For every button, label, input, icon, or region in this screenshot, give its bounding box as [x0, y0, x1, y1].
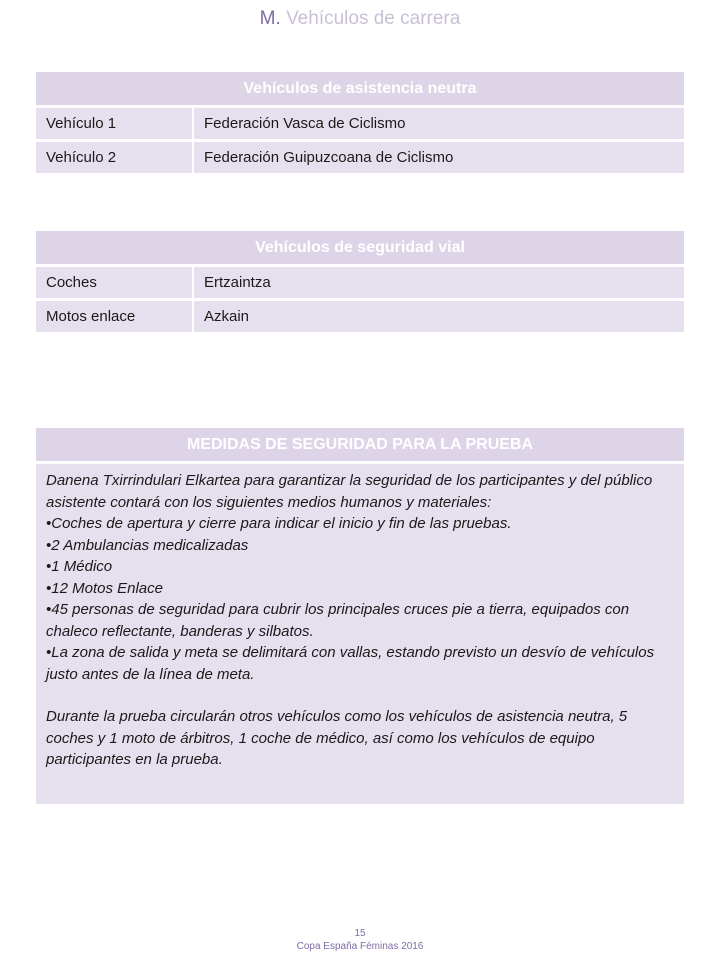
list-item: •La zona de salida y meta se delimitará con vallas, estando previsto un desvío de vehículos justo antes de la línea de meta. — [46, 644, 655, 683]
table-row — [36, 142, 684, 173]
measures-body — [36, 464, 684, 804]
table-row — [36, 267, 684, 301]
list-item: •Coches de apertura y cierre para indicar el inicio y fin de las pruebas. — [46, 515, 512, 532]
row-label: Motos enlace — [36, 301, 194, 332]
list-item: •12 Motos Enlace — [46, 579, 163, 597]
list-item: •45 personas de seguridad para cubrir los principales cruces pie a tierra, equipados con chaleco reflectante, banderas y silbatos. — [46, 601, 630, 640]
row-value: Azkain — [194, 301, 684, 332]
row-value: Ertzaintza — [194, 267, 684, 301]
page-number: 15 — [354, 928, 366, 939]
table-header: Vehículos de asistencia neutra — [36, 72, 684, 108]
road-safety-table — [36, 231, 684, 332]
table-row — [36, 301, 684, 332]
section-title: Vehículos de carrera — [286, 8, 461, 29]
row-label: Coches — [36, 267, 194, 301]
table-header: Vehículos de seguridad vial — [36, 231, 684, 267]
intro-text: Danena Txirrindulari Elkartea para garantizar la seguridad de los participantes y del público asistente contará con los siguientes medios humanos y materiales: — [46, 472, 653, 511]
row-value: Federación Vasca de Ciclismo — [194, 108, 684, 142]
safety-measures-table — [36, 428, 684, 804]
closing-text: Durante la prueba circularán otros vehículos como los vehículos de asistencia neutra, 5 coches y 1 moto de árbitros, 1 coche de médico, así como los vehículos de equipo participantes en la prueba. — [46, 708, 628, 768]
row-label: Vehículo 1 — [36, 108, 194, 142]
list-item: •2 Ambulancias medicalizadas — [46, 536, 249, 554]
footer-text: Copa España Féminas 2016 — [296, 941, 424, 952]
neutral-assistance-table — [36, 72, 684, 173]
list-item: •1 Médico — [46, 558, 113, 575]
page-title — [0, 8, 720, 30]
row-value: Federación Guipuzcoana de Ciclismo — [194, 142, 684, 173]
table-row — [36, 108, 684, 142]
section-letter: M. — [259, 8, 281, 29]
row-label: Vehículo 2 — [36, 142, 194, 173]
table-header: MEDIDAS DE SEGURIDAD PARA LA PRUEBA — [36, 428, 684, 464]
